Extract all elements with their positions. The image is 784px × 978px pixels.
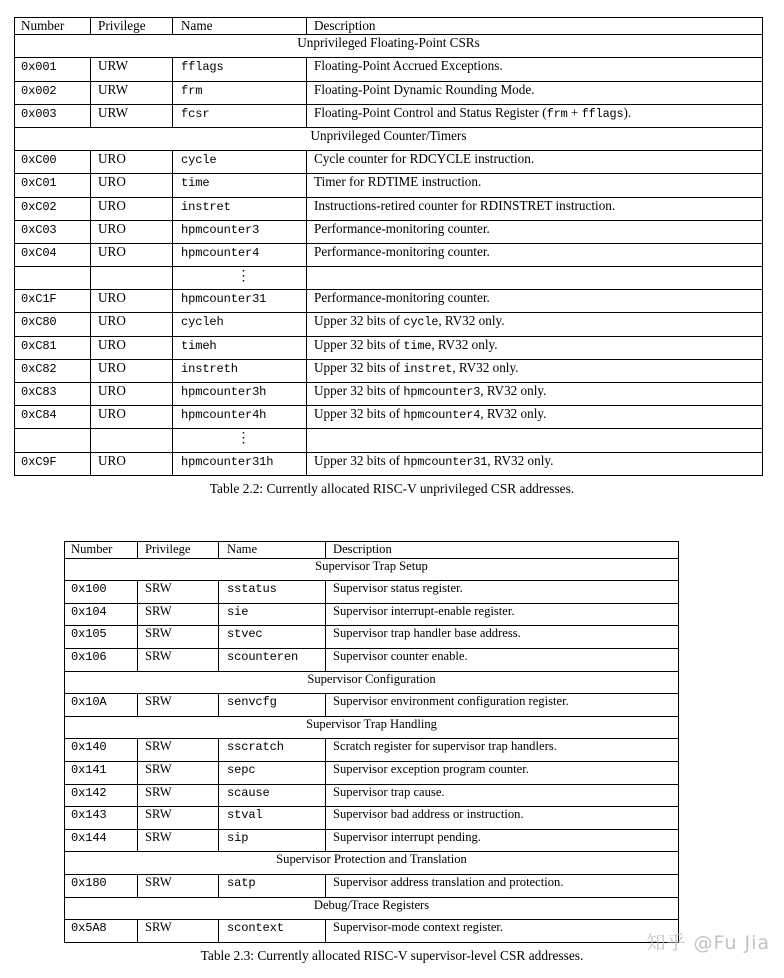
csr-number: 0xC01: [21, 176, 57, 191]
csr-number: 0xC84: [21, 408, 57, 423]
csr-number: 0x180: [71, 875, 107, 890]
cell-number: [15, 151, 91, 174]
csr-number: 0x003: [21, 106, 57, 121]
table-row: [65, 920, 679, 943]
description-text: Performance-monitoring counter.: [314, 243, 490, 259]
inline-code: cycle: [403, 315, 439, 330]
cell-name: [219, 874, 326, 897]
csr-name: cycle: [181, 153, 217, 168]
cell-description: [307, 336, 763, 359]
cell-description: [307, 406, 763, 429]
cell-description: [307, 290, 763, 313]
cell-privilege: SRW: [138, 603, 219, 626]
csr-name: instret: [181, 199, 231, 214]
cell-privilege: URO: [91, 290, 173, 313]
table-ellipsis-row: [15, 267, 763, 290]
cell-name: [173, 81, 307, 104]
cell-privilege: URO: [91, 452, 173, 475]
section-heading: Debug/Trace Registers: [65, 897, 679, 920]
cell-name: [173, 104, 307, 127]
table-2-3-caption: Table 2.3: Currently allocated RISC-V supervisor-level CSR addresses.: [200, 948, 584, 963]
description-text: Timer for RDTIME instruction.: [314, 174, 482, 190]
cell-description: [326, 626, 679, 649]
section-heading-row: [65, 671, 679, 694]
cell-description: [307, 151, 763, 174]
cell-privilege: URO: [91, 359, 173, 382]
cell-privilege: SRW: [138, 920, 219, 943]
csr-number: 0xC83: [21, 385, 57, 400]
description-text: Supervisor bad address or instruction.: [333, 807, 524, 822]
cell-ellipsis: [173, 429, 307, 452]
cell-description: [326, 694, 679, 717]
csr-number: 0x001: [21, 60, 57, 75]
description-text: , RV32 only.: [438, 313, 505, 329]
cell-number: [65, 829, 138, 852]
cell-description: [326, 920, 679, 943]
description-text: Scratch register for supervisor trap handlers.: [333, 739, 557, 754]
cell-privilege: URO: [91, 151, 173, 174]
cell-name: [173, 58, 307, 81]
inline-code: instret: [403, 361, 453, 376]
csr-name: sip: [227, 830, 249, 845]
cell-privilege: SRW: [138, 784, 219, 807]
cell-name: [219, 581, 326, 604]
description-text: Supervisor counter enable.: [333, 648, 468, 663]
csr-name: scause: [227, 785, 270, 800]
description-text: Supervisor exception program counter.: [333, 761, 529, 776]
column-header-description: Description: [307, 18, 763, 35]
description-text: Performance-monitoring counter.: [314, 220, 490, 236]
csr-name: stval: [227, 808, 263, 823]
table-row: [65, 626, 679, 649]
cell-number: [15, 197, 91, 220]
cell-name: [173, 359, 307, 382]
cell-name: [173, 290, 307, 313]
cell-name: [173, 383, 307, 406]
cell-number: [65, 626, 138, 649]
cell-number: [15, 313, 91, 336]
csr-number: 0xC9F: [21, 454, 57, 469]
cell-number: [15, 452, 91, 475]
description-text: Upper 32 bits of: [314, 359, 404, 375]
section-heading: Supervisor Configuration: [65, 671, 679, 694]
table-row: [15, 313, 763, 336]
zhihu-watermark: 知乎 @Fu Jia: [646, 932, 770, 954]
cell-privilege: SRW: [138, 739, 219, 762]
cell-name: [173, 336, 307, 359]
cell-name: [173, 174, 307, 197]
section-heading-row: [65, 897, 679, 920]
cell-number: [65, 807, 138, 830]
inline-code: hpmcounter4: [403, 408, 481, 423]
table-row: [65, 739, 679, 762]
cell-number: [65, 784, 138, 807]
cell-privilege: URO: [91, 174, 173, 197]
inline-code: frm: [546, 106, 568, 121]
section-heading-row: [65, 852, 679, 875]
cell-privilege: SRW: [138, 874, 219, 897]
cell-privilege: SRW: [138, 761, 219, 784]
cell-number: [15, 383, 91, 406]
csr-number: 0x144: [71, 830, 107, 845]
csr-number: 0x5A8: [71, 921, 107, 936]
supervisor-csr-table: [64, 541, 679, 943]
description-text: Supervisor status register.: [333, 581, 463, 596]
table-row: [15, 452, 763, 475]
section-heading-row: [65, 716, 679, 739]
description-text: Supervisor trap handler base address.: [333, 626, 521, 641]
table-row: [15, 81, 763, 104]
description-text: Floating-Point Dynamic Rounding Mode.: [314, 81, 535, 97]
cell-name: [219, 920, 326, 943]
cell-description: [307, 243, 763, 266]
csr-name: fflags: [181, 60, 224, 75]
cell-number: [15, 267, 91, 290]
description-text: Upper 32 bits of: [314, 406, 404, 422]
cell-name: [219, 761, 326, 784]
cell-name: [173, 151, 307, 174]
table-row: [15, 174, 763, 197]
cell-description: [326, 761, 679, 784]
column-header-description: Description: [326, 542, 679, 559]
cell-privilege: SRW: [138, 807, 219, 830]
cell-description: [307, 383, 763, 406]
cell-privilege: URW: [91, 104, 173, 127]
cell-privilege: URO: [91, 243, 173, 266]
csr-number: 0x100: [71, 582, 107, 597]
column-header-name: Name: [219, 542, 326, 559]
csr-number: 0x143: [71, 808, 107, 823]
csr-name: hpmcounter4: [181, 245, 260, 260]
csr-name: sepc: [227, 762, 256, 777]
cell-description: [307, 429, 763, 452]
csr-number: 0x105: [71, 627, 107, 642]
table-header-row: [15, 18, 763, 35]
description-text: Supervisor trap cause.: [333, 784, 445, 799]
section-heading-row: [65, 558, 679, 581]
cell-name: [173, 313, 307, 336]
csr-number: 0x10A: [71, 695, 107, 710]
inline-code: fflags: [581, 106, 624, 121]
vertical-ellipsis-icon: ⋮: [236, 269, 251, 285]
description-text: Supervisor address translation and protection.: [333, 874, 564, 889]
description-text: , RV32 only.: [487, 452, 554, 468]
cell-name: [173, 452, 307, 475]
cell-name: [219, 784, 326, 807]
column-header-privilege: Privilege: [91, 18, 173, 35]
inline-code: hpmcounter31: [403, 454, 488, 469]
description-text: Floating-Point Control and Status Register (: [314, 104, 547, 120]
csr-number: 0xC00: [21, 153, 57, 168]
cell-number: [65, 603, 138, 626]
cell-description: [326, 784, 679, 807]
cell-description: [307, 197, 763, 220]
table-row: [15, 104, 763, 127]
table-row: [65, 694, 679, 717]
csr-name: scounteren: [227, 649, 299, 664]
inline-code: hpmcounter3: [403, 385, 481, 400]
csr-name: stvec: [227, 627, 263, 642]
cell-number: [15, 359, 91, 382]
cell-number: [15, 58, 91, 81]
cell-number: [15, 220, 91, 243]
csr-name: hpmcounter31h: [181, 454, 274, 469]
csr-number: 0x002: [21, 83, 57, 98]
csr-number: 0xC04: [21, 245, 57, 260]
cell-number: [15, 243, 91, 266]
cell-privilege: URO: [91, 336, 173, 359]
cell-description: [307, 174, 763, 197]
cell-description: [326, 829, 679, 852]
csr-name: hpmcounter4h: [181, 408, 267, 423]
cell-description: [307, 452, 763, 475]
cell-number: [15, 174, 91, 197]
cell-description: [326, 739, 679, 762]
csr-number: 0xC03: [21, 222, 57, 237]
csr-number: 0xC1F: [21, 292, 57, 307]
cell-privilege: URO: [91, 406, 173, 429]
description-text: +: [567, 104, 582, 120]
csr-number: 0x141: [71, 762, 107, 777]
inline-code: time: [403, 338, 432, 353]
csr-name: sstatus: [227, 582, 277, 597]
table-header-row: [65, 542, 679, 559]
cell-privilege: SRW: [138, 648, 219, 671]
table-ellipsis-row: [15, 429, 763, 452]
description-text: , RV32 only.: [452, 359, 519, 375]
table-row: [15, 290, 763, 313]
cell-number: [65, 739, 138, 762]
csr-name: hpmcounter3h: [181, 385, 267, 400]
table-row: [15, 243, 763, 266]
table-row: [15, 359, 763, 382]
cell-privilege: URW: [91, 58, 173, 81]
cell-name: [219, 829, 326, 852]
csr-name: time: [181, 176, 210, 191]
description-text: Supervisor interrupt pending.: [333, 829, 481, 844]
csr-number: 0xC80: [21, 315, 57, 330]
cell-privilege: SRW: [138, 626, 219, 649]
cell-description: [326, 581, 679, 604]
cell-number: [65, 874, 138, 897]
table-row: [65, 761, 679, 784]
unprivileged-csr-table-body: [15, 18, 763, 476]
cell-description: [307, 81, 763, 104]
cell-ellipsis: [173, 267, 307, 290]
table-row: [15, 220, 763, 243]
cell-privilege: SRW: [138, 829, 219, 852]
cell-description: [326, 807, 679, 830]
cell-name: [173, 197, 307, 220]
table-row: [15, 406, 763, 429]
cell-number: [15, 429, 91, 452]
cell-number: [15, 406, 91, 429]
description-text: Performance-monitoring counter.: [314, 290, 490, 306]
csr-name: senvcfg: [227, 695, 277, 710]
table-row: [15, 197, 763, 220]
cell-privilege: [91, 429, 173, 452]
cell-number: [15, 290, 91, 313]
table-row: [65, 807, 679, 830]
csr-name: sie: [227, 604, 249, 619]
csr-number: 0x140: [71, 740, 107, 755]
description-text: Cycle counter for RDCYCLE instruction.: [314, 151, 535, 167]
table-row: [65, 581, 679, 604]
csr-name: frm: [181, 83, 203, 98]
csr-name: fcsr: [181, 106, 210, 121]
csr-name: instreth: [181, 361, 238, 376]
section-heading-row: [15, 35, 763, 58]
description-text: Floating-Point Accrued Exceptions.: [314, 58, 503, 74]
cell-name: [219, 739, 326, 762]
table-row: [15, 151, 763, 174]
cell-number: [15, 104, 91, 127]
cell-name: [173, 243, 307, 266]
cell-description: [307, 359, 763, 382]
cell-description: [326, 603, 679, 626]
cell-privilege: URO: [91, 383, 173, 406]
cell-name: [219, 626, 326, 649]
cell-privilege: [91, 267, 173, 290]
cell-privilege: URO: [91, 197, 173, 220]
cell-description: [326, 648, 679, 671]
cell-number: [65, 581, 138, 604]
column-header-name: Name: [173, 18, 307, 35]
description-text: Instructions-retired counter for RDINSTRET instruction.: [314, 197, 616, 213]
description-text: Upper 32 bits of: [314, 452, 404, 468]
section-heading: Supervisor Protection and Translation: [65, 852, 679, 875]
csr-number: 0xC02: [21, 199, 57, 214]
cell-name: [173, 406, 307, 429]
csr-name: timeh: [181, 338, 217, 353]
description-text: Upper 32 bits of: [314, 313, 404, 329]
cell-description: [307, 313, 763, 336]
unprivileged-csr-table: [14, 17, 763, 476]
csr-name: hpmcounter3: [181, 222, 260, 237]
csr-name: cycleh: [181, 315, 224, 330]
description-text: ).: [623, 104, 632, 120]
csr-name: hpmcounter31: [181, 292, 267, 307]
table-row: [65, 648, 679, 671]
cell-number: [65, 761, 138, 784]
column-header-number: Number: [15, 18, 91, 35]
description-text: , RV32 only.: [480, 383, 547, 399]
section-heading: Unprivileged Counter/Timers: [15, 127, 763, 150]
cell-privilege: URW: [91, 81, 173, 104]
cell-privilege: URO: [91, 220, 173, 243]
table-row: [65, 603, 679, 626]
section-heading-row: [15, 127, 763, 150]
description-text: Supervisor environment configuration register.: [333, 694, 569, 709]
column-header-privilege: Privilege: [138, 542, 219, 559]
table-2-2-caption: Table 2.2: Currently allocated RISC-V unprivileged CSR addresses.: [209, 481, 575, 496]
table-row: [65, 829, 679, 852]
cell-privilege: URO: [91, 313, 173, 336]
description-text: Supervisor-mode context register.: [333, 920, 504, 935]
csr-name: sscratch: [227, 740, 284, 755]
supervisor-csr-table-body: [65, 542, 679, 943]
table-row: [65, 784, 679, 807]
cell-number: [65, 920, 138, 943]
cell-name: [219, 694, 326, 717]
cell-number: [15, 81, 91, 104]
description-text: , RV32 only.: [431, 336, 498, 352]
cell-number: [65, 694, 138, 717]
csr-number: 0xC82: [21, 361, 57, 376]
csr-number: 0x142: [71, 785, 107, 800]
csr-number: 0xC81: [21, 338, 57, 353]
cell-number: [15, 336, 91, 359]
csr-name: scontext: [227, 921, 284, 936]
cell-privilege: SRW: [138, 694, 219, 717]
section-heading: Supervisor Trap Handling: [65, 716, 679, 739]
table-row: [15, 336, 763, 359]
cell-description: [307, 220, 763, 243]
table-row: [15, 383, 763, 406]
csr-number: 0x106: [71, 649, 107, 664]
csr-name: satp: [227, 875, 256, 890]
cell-number: [65, 648, 138, 671]
csr-number: 0x104: [71, 604, 107, 619]
cell-description: [307, 58, 763, 81]
table-row: [15, 58, 763, 81]
vertical-ellipsis-icon: ⋮: [236, 431, 251, 447]
table-row: [65, 874, 679, 897]
cell-name: [219, 603, 326, 626]
cell-description: [307, 104, 763, 127]
cell-privilege: SRW: [138, 581, 219, 604]
cell-name: [219, 648, 326, 671]
description-text: Supervisor interrupt-enable register.: [333, 603, 515, 618]
cell-description: [307, 267, 763, 290]
description-text: , RV32 only.: [480, 406, 547, 422]
section-heading: Supervisor Trap Setup: [65, 558, 679, 581]
description-text: Upper 32 bits of: [314, 383, 404, 399]
section-heading: Unprivileged Floating-Point CSRs: [15, 35, 763, 58]
column-header-number: Number: [65, 542, 138, 559]
cell-name: [173, 220, 307, 243]
cell-name: [219, 807, 326, 830]
description-text: Upper 32 bits of: [314, 336, 404, 352]
cell-description: [326, 874, 679, 897]
